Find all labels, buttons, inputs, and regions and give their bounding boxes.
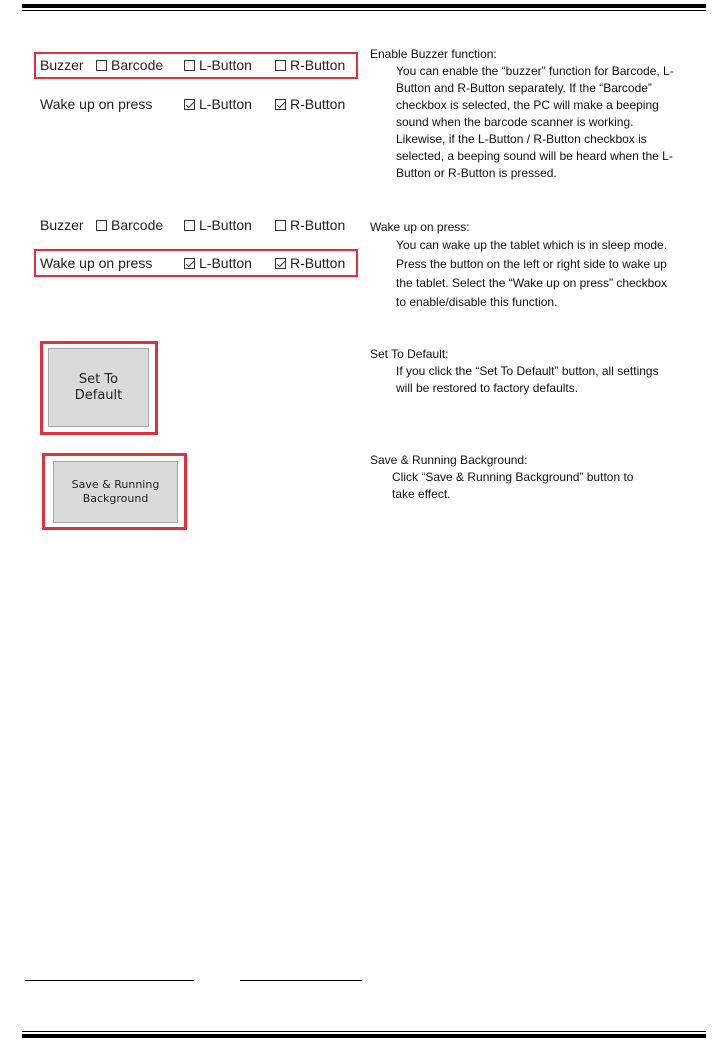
section-body: If you click the “Set To Default” button, all settings will be restored to factory defaults.: [396, 364, 659, 395]
checkbox-box-checked[interactable]: [275, 258, 286, 269]
checkbox-box[interactable]: [275, 60, 286, 71]
checkbox-label: R-Button: [290, 57, 346, 73]
buzzer-label: Buzzer: [40, 217, 84, 233]
button-label-line1: Save & Running: [71, 478, 160, 491]
wake-row-label: Wake up on press: [40, 96, 153, 112]
checkbox-box-checked[interactable]: [184, 99, 195, 110]
checkbox-label: L-Button: [199, 96, 252, 112]
checkbox-label: L-Button: [199, 255, 252, 271]
checkbox-box-checked[interactable]: [275, 99, 286, 110]
section-title: Enable Buzzer function:: [370, 47, 497, 61]
save-running-background-button[interactable]: [53, 461, 178, 523]
checkbox-label: R-Button: [290, 96, 346, 112]
buzzer-barcode-checkbox-2[interactable]: [96, 217, 163, 233]
header-rule-thin: [22, 10, 706, 11]
buzzer-rbutton-checkbox-2[interactable]: [275, 217, 345, 233]
wake-description: [370, 219, 675, 312]
checkbox-label: Barcode: [111, 57, 164, 73]
header-rule-thick: [22, 4, 706, 8]
section-title: Wake up on press:: [370, 220, 470, 234]
wake-rbutton-checkbox[interactable]: [275, 96, 345, 112]
checkbox-box[interactable]: [96, 60, 107, 71]
checkbox-box[interactable]: [96, 220, 107, 231]
checkbox-label: L-Button: [199, 217, 252, 233]
section-body: You can wake up the tablet which is in sleep mode. Press the button on the left or right side to wake up the tablet. Select the “Wake up on press” checkbox to enable/disable this function.: [396, 238, 668, 309]
wake-rbutton-checkbox-2[interactable]: [275, 255, 345, 271]
buzzer-rbutton-checkbox[interactable]: [275, 57, 345, 73]
checkbox-box[interactable]: [184, 60, 195, 71]
footer-rule-thick: [22, 1034, 706, 1038]
checkbox-box-checked[interactable]: [184, 258, 195, 269]
button-label-line1: Set To: [78, 371, 119, 387]
set-default-button[interactable]: [48, 348, 149, 427]
button-label-line2: Background: [82, 492, 149, 505]
section-body: Click “Save & Running Background” button to take effect.: [392, 470, 634, 501]
signature-line-right: [240, 980, 362, 981]
set-default-description: [370, 346, 660, 397]
wake-lbutton-checkbox-2[interactable]: [184, 255, 252, 271]
section-title: Save & Running Background:: [370, 453, 528, 467]
buzzer-lbutton-checkbox-2[interactable]: [184, 217, 252, 233]
buzzer-row-2: [40, 217, 84, 233]
buzzer-row: [40, 57, 84, 73]
checkbox-label: R-Button: [290, 217, 346, 233]
wake-row-label-2: Wake up on press: [40, 255, 153, 271]
wake-lbutton-checkbox[interactable]: [184, 96, 252, 112]
buzzer-label: Buzzer: [40, 57, 84, 73]
checkbox-box[interactable]: [275, 220, 286, 231]
buzzer-lbutton-checkbox[interactable]: [184, 57, 252, 73]
checkbox-label: R-Button: [290, 255, 346, 271]
buzzer-description: [370, 46, 680, 182]
save-description: [370, 452, 650, 503]
section-title: Set To Default:: [370, 347, 449, 361]
footer-rule-thin: [22, 1031, 706, 1032]
checkbox-label: L-Button: [199, 57, 252, 73]
checkbox-label: Barcode: [111, 217, 164, 233]
checkbox-box[interactable]: [184, 220, 195, 231]
signature-line-left: [25, 980, 194, 981]
buzzer-barcode-checkbox[interactable]: [96, 57, 163, 73]
button-label-line2: Default: [74, 387, 123, 403]
section-body: You can enable the “buzzer” function for Barcode, L-Button and R-Button separately. If the “Barcode” checkbox is selected, the PC will make a beeping sound when the barcode scanner is working. Likewise, if the L-Button / R-Button checkbox is selected, a beeping sound will be heard when the L-Button or R-Button is pressed.: [396, 64, 674, 180]
